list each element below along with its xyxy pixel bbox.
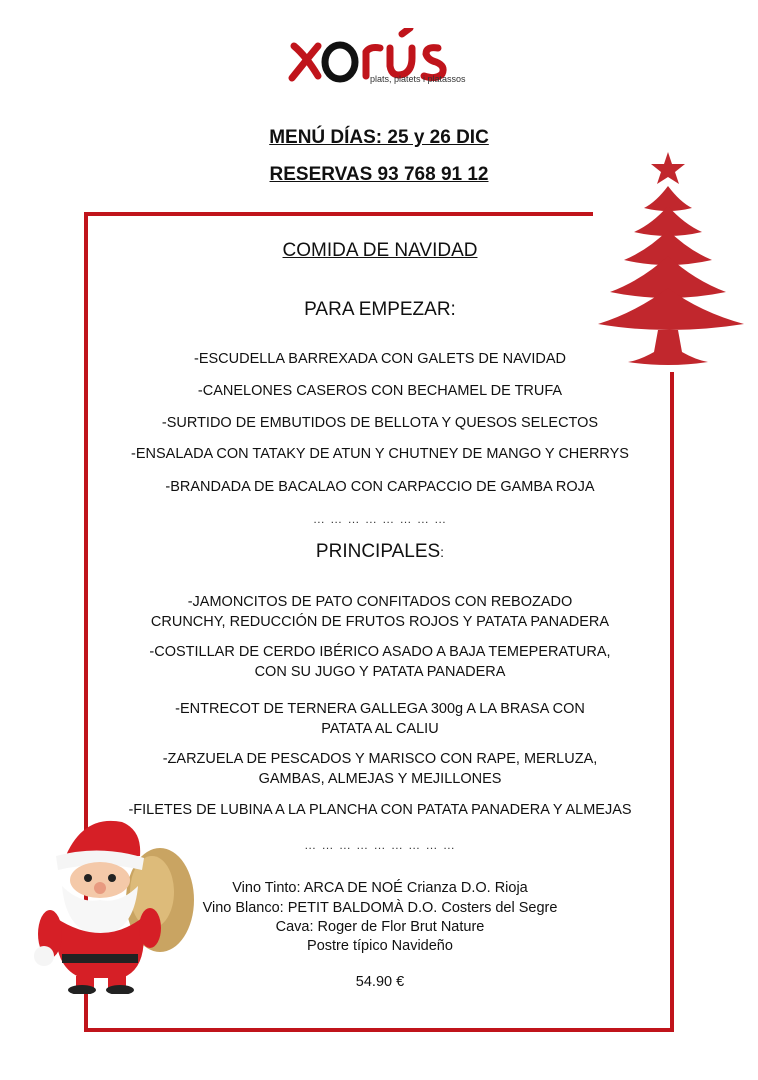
mains-heading-colon: :: [440, 544, 445, 560]
menu-title: COMIDA DE NAVIDAD: [282, 240, 478, 261]
main-item: -COSTILLAR DE CERDO IBÉRICO ASADO A BAJA TEMEPERATURA, CON SU JUGO Y PATATA PANADERA: [149, 644, 611, 680]
menu-dates: MENÚ DÍAS: 25 y 26 DIC: [269, 127, 489, 148]
separator: … … … … … … … …: [312, 512, 448, 526]
dessert-item: Postre típico Navideño: [307, 938, 453, 954]
drink-item: Cava: Roger de Flor Brut Nature: [275, 919, 485, 935]
starter-item: -ESCUDELLA BARREXADA CON GALETS DE NAVIDAD: [193, 351, 566, 367]
main-item: -JAMONCITOS DE PATO CONFITADOS CON REBOZADO CRUNCHY, REDUCCIÓN DE FRUTOS ROJOS Y PATATA PANADERA: [150, 594, 610, 630]
main-item: -FILETES DE LUBINA A LA PLANCHA CON PATATA PANADERA Y ALMEJAS: [128, 802, 632, 818]
starters-heading: PARA EMPEZAR:: [304, 299, 456, 320]
reservations-phone: RESERVAS 93 768 91 12: [269, 164, 489, 185]
mains-heading-text: PRINCIPALES: [315, 541, 441, 562]
frame-top: [84, 212, 593, 216]
starter-item: -BRANDADA DE BACALAO CON CARPACCIO DE GAMBA ROJA: [165, 479, 595, 495]
main-item: -ZARZUELA DE PESCADOS Y MARISCO CON RAPE, MERLUZA, GAMBAS, ALMEJAS Y MEJILLONES: [162, 751, 598, 787]
main-item: -ENTRECOT DE TERNERA GALLEGA 300g A LA BRASA CON PATATA AL CALIU: [175, 701, 585, 737]
drink-item: Vino Blanco: PETIT BALDOMÀ D.O. Costers del Segre: [202, 900, 558, 916]
starter-item: -CANELONES CASEROS CON BECHAMEL DE TRUFA: [197, 383, 563, 399]
price: 54.90 €: [355, 974, 405, 990]
mains-heading: [88, 541, 672, 563]
frame-bottom: [84, 1028, 674, 1032]
drink-item: Vino Tinto: ARCA DE NOÉ Crianza D.O. Rioja: [232, 880, 528, 896]
starter-item: -ENSALADA CON TATAKY DE ATUN Y CHUTNEY DE MANGO Y CHERRYS: [131, 446, 629, 462]
starter-item: -SURTIDO DE EMBUTIDOS DE BELLOTA Y QUESOS SELECTOS: [161, 415, 599, 431]
separator: … … … … … … … … …: [304, 838, 456, 852]
logo-tagline: plats, platets i platassos: [370, 74, 466, 84]
